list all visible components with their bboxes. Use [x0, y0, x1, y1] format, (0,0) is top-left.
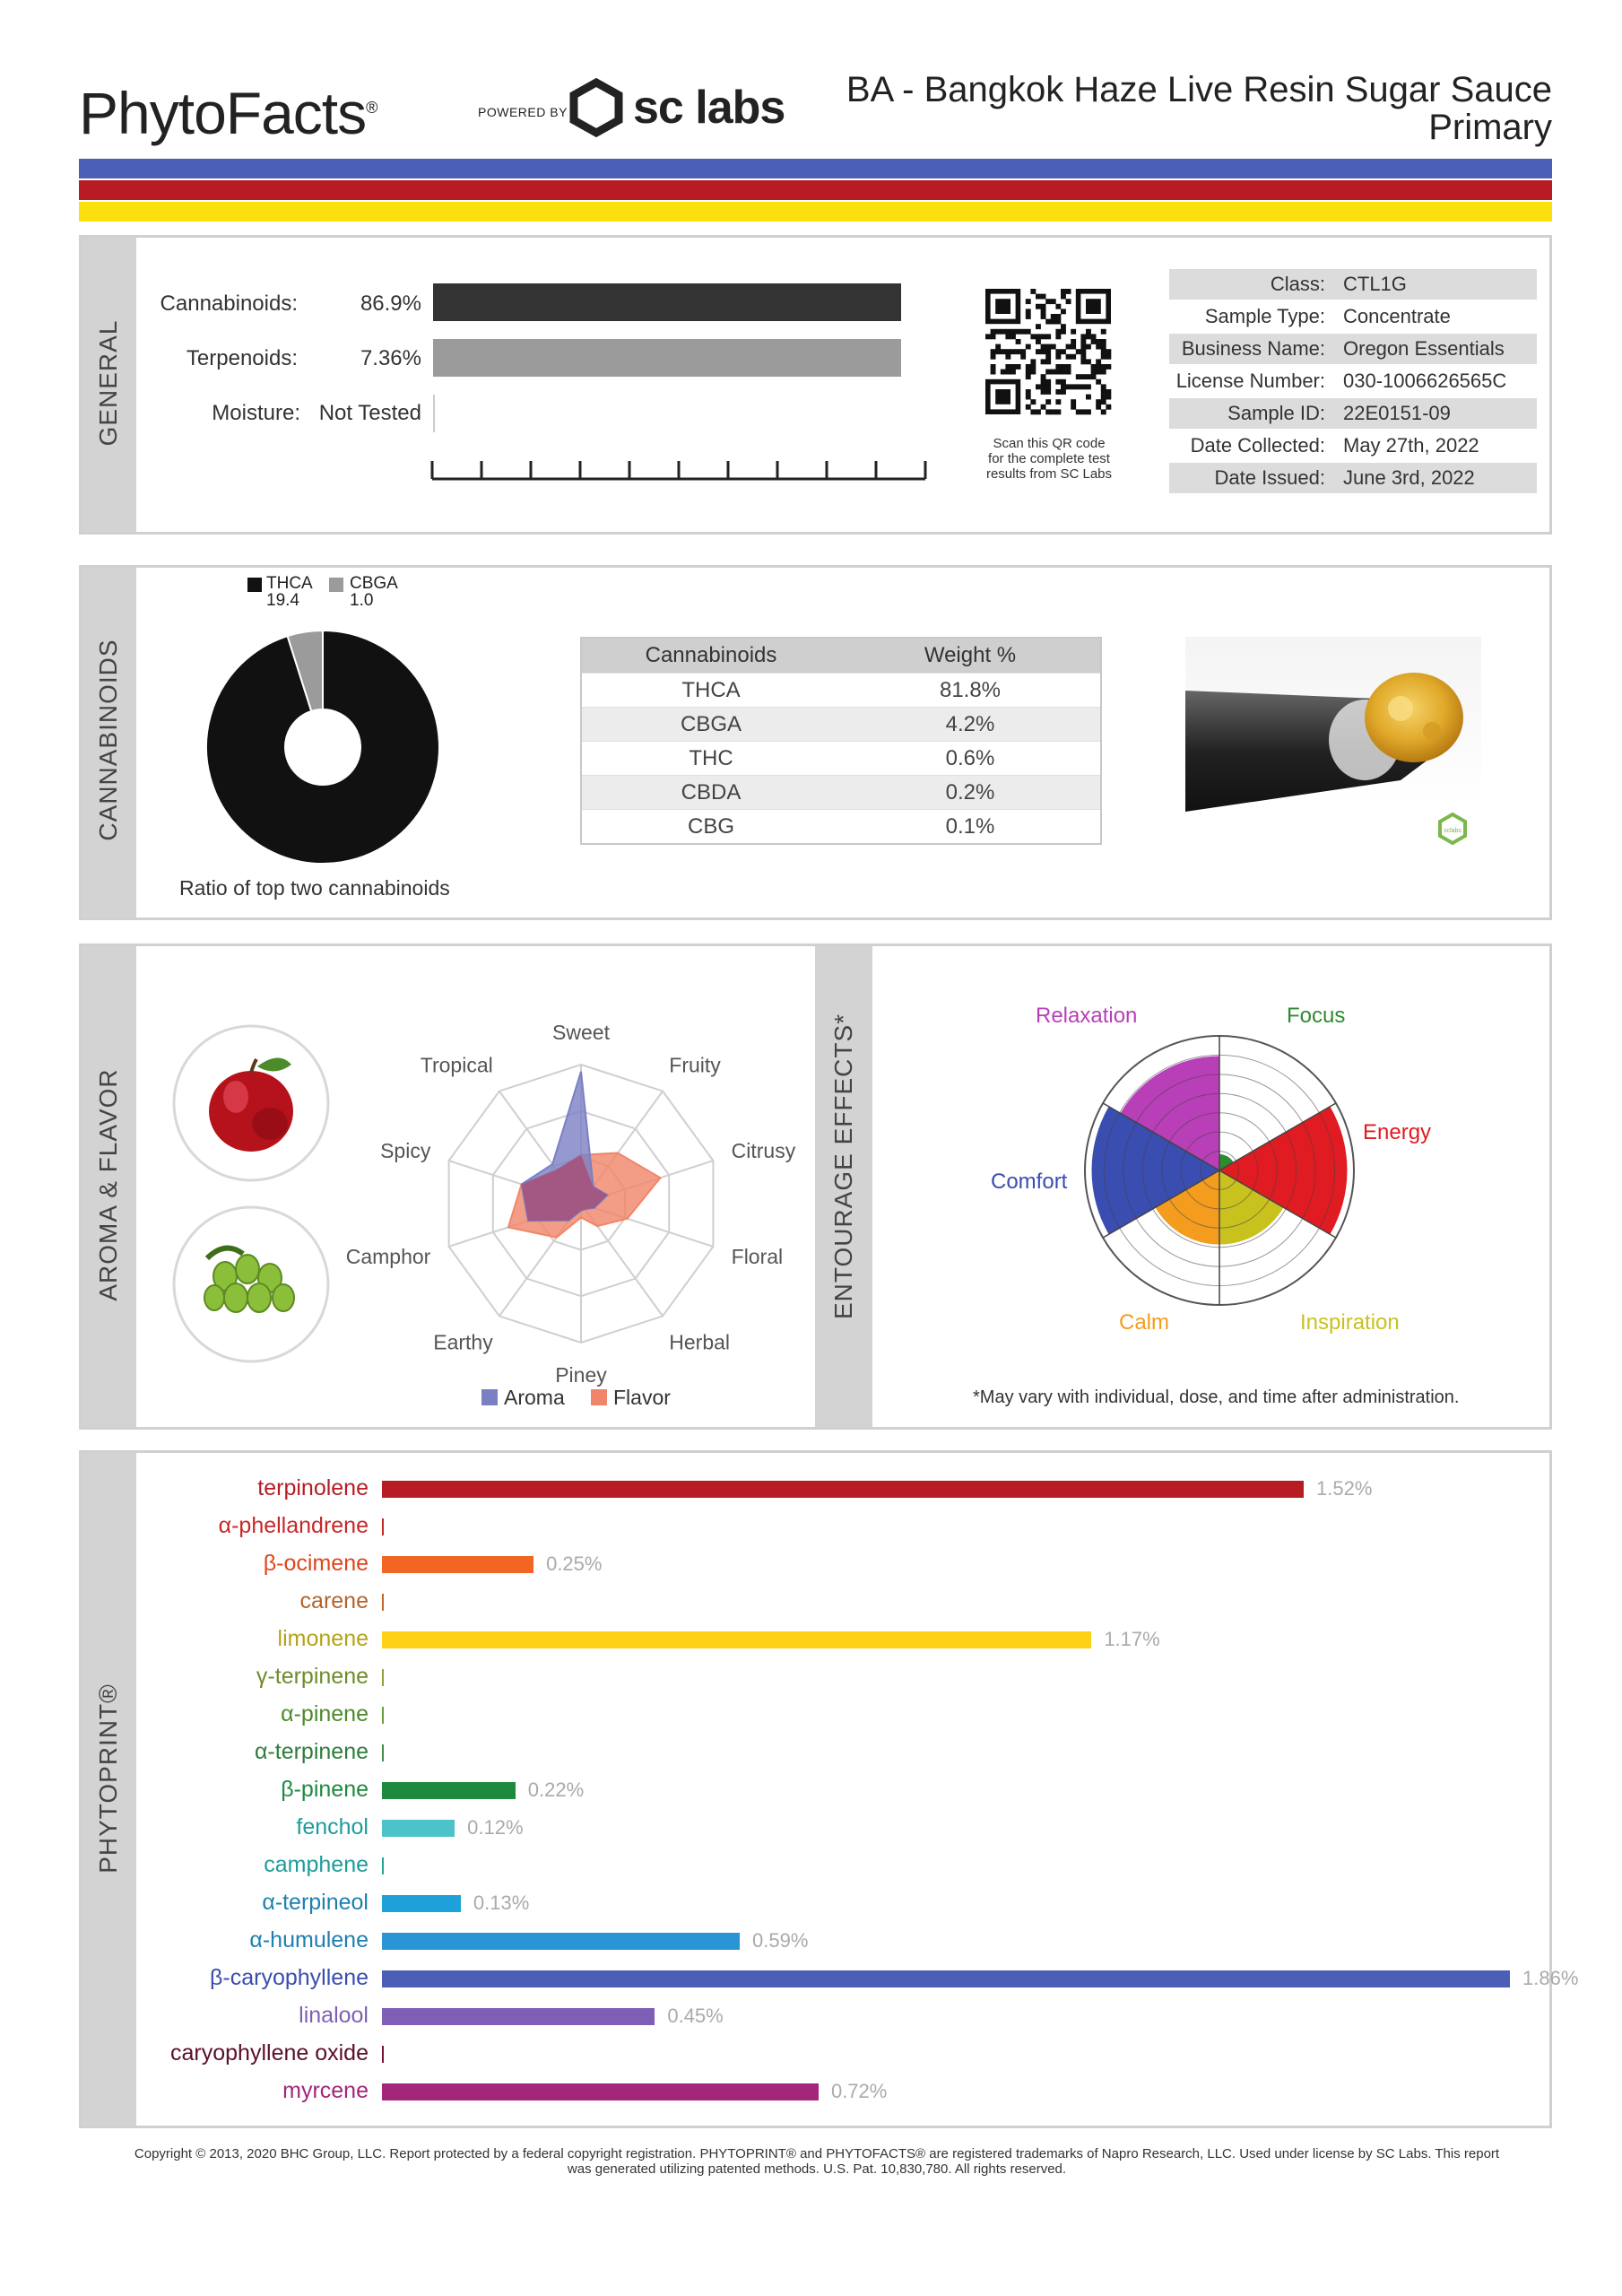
- qr-caption-line: results from SC Labs: [985, 466, 1113, 482]
- entourage-label-bar: [815, 946, 872, 1427]
- info-value: Concentrate: [1343, 305, 1451, 327]
- radar-axis-label: Spicy: [380, 1138, 431, 1162]
- cell-weight: 81.8%: [939, 677, 1002, 702]
- terpene-bar: [382, 1970, 1510, 1987]
- product-subtitle: Primary: [1428, 108, 1552, 147]
- cell-name: THC: [689, 745, 733, 770]
- radar-axis-label: Camphor: [345, 1245, 431, 1269]
- stripe-yellow: [79, 202, 1552, 222]
- info-value: 030-1006626565C: [1343, 370, 1507, 392]
- radar-axis-label: Fruity: [669, 1053, 721, 1077]
- header-weight: Weight %: [924, 643, 1017, 667]
- moisture-bar: [433, 395, 435, 432]
- terpene-bar: [382, 1481, 1304, 1498]
- terpene-bar: [382, 1594, 384, 1611]
- moisture-value: Not Tested: [318, 401, 421, 425]
- legend-swatch-cbga: [329, 578, 343, 592]
- cannabinoid-table: [580, 637, 1102, 845]
- terpenoids-label: Terpenoids:: [186, 346, 298, 370]
- info-row-business-name: [1169, 334, 1537, 364]
- terpene-bar: [382, 2008, 655, 2025]
- cell-name: THCA: [681, 677, 741, 702]
- terpene-value-label: 1.17%: [1104, 1628, 1160, 1650]
- stripe-red: [79, 180, 1552, 200]
- info-key: Class:: [1270, 273, 1325, 295]
- entourage-effects-chart: [959, 997, 1432, 1338]
- stripe-blue: [79, 159, 1552, 178]
- terpene-value-label: 0.22%: [527, 1779, 585, 1801]
- info-key: Date Collected:: [1190, 434, 1325, 457]
- cannabinoids-label: Cannabinoids:: [160, 291, 298, 316]
- effect-label-calm: Calm: [1119, 1310, 1170, 1335]
- table-row: [582, 741, 1100, 775]
- cell-name: CBGA: [680, 711, 742, 736]
- terpene-label: terpinolene: [257, 1475, 369, 1500]
- info-key: Business Name:: [1181, 337, 1325, 360]
- sc-labs-logo: [570, 79, 785, 136]
- apple-image: [171, 1023, 331, 1183]
- qr-caption-line: Scan this QR code: [993, 436, 1106, 451]
- terpene-label: α-terpineol: [262, 1890, 369, 1915]
- terpene-value-label: 1.86%: [1522, 1967, 1579, 1989]
- footer-line: Copyright © 2013, 2020 BHC Group, LLC. Report protected by a federal copyright registration. PHYTOPRINT® and PHYTOFACTS® are registered trademarks of Napro Research, LLC. Used under license by SC Labs. This report: [134, 2146, 1500, 2161]
- terpene-bar: [382, 1744, 384, 1761]
- terpene-label: carene: [299, 1588, 369, 1613]
- legend-aroma: Aroma: [504, 1386, 565, 1409]
- cell-weight: 0.2%: [945, 779, 995, 804]
- scale-ruler: [430, 456, 929, 483]
- terpene-value-label: 0.25%: [546, 1552, 603, 1575]
- info-key: Sample ID:: [1227, 402, 1325, 424]
- powered-by-text: POWERED BY: [478, 105, 568, 119]
- legend-thca: [266, 575, 313, 609]
- cell-name: CBG: [687, 813, 734, 839]
- cell-weight: 4.2%: [945, 711, 995, 736]
- info-value: 22E0151-09: [1343, 402, 1451, 424]
- terpene-label: caryophyllene oxide: [170, 2040, 369, 2066]
- cannabinoids-section-label: CANNABINOIDS: [94, 639, 122, 841]
- legend-flavor: Flavor: [613, 1386, 671, 1409]
- effect-label-inspiration: Inspiration: [1300, 1310, 1400, 1335]
- info-key: Sample Type:: [1204, 305, 1325, 327]
- moisture-label: Moisture:: [212, 401, 300, 425]
- legend-swatch-flavor: [591, 1389, 607, 1405]
- terpene-value-label: 0.12%: [467, 1816, 524, 1839]
- terpenoids-bar: [433, 339, 901, 377]
- phytofacts-logo: PhytoFacts®: [79, 80, 377, 146]
- donut-caption: Ratio of top two cannabinoids: [179, 876, 450, 900]
- terpene-label: α-phellandrene: [218, 1513, 369, 1538]
- general-label-bar: [82, 238, 136, 532]
- terpenoids-value: 7.36%: [360, 346, 421, 370]
- terpene-label: β-pinene: [281, 1777, 369, 1802]
- entourage-section-label: ENTOURAGE EFFECTS*: [829, 1013, 857, 1319]
- effect-label-comfort: Comfort: [991, 1170, 1068, 1194]
- terpene-label: α-pinene: [281, 1701, 369, 1726]
- terpene-value-label: 0.72%: [830, 2080, 888, 2102]
- info-row-date-collected: [1169, 430, 1537, 461]
- product-photo: [1185, 637, 1481, 870]
- table-header: [582, 639, 1100, 673]
- brand-text: PhytoFacts: [79, 80, 367, 146]
- terpene-label: α-humulene: [249, 1927, 369, 1952]
- entourage-footnote: *May vary with individual, dose, and time after administration.: [973, 1387, 1460, 1407]
- legend-value: 19.4: [266, 591, 299, 610]
- terpene-bar: [382, 1556, 533, 1573]
- info-key: License Number:: [1175, 370, 1325, 392]
- legend-name: THCA: [266, 574, 313, 593]
- terpene-value-label: 0.59%: [752, 1929, 809, 1952]
- terpene-label: limonene: [277, 1626, 369, 1651]
- terpene-bar: [382, 1707, 384, 1724]
- radar-axis-label: Sweet: [552, 1021, 610, 1044]
- info-row-sample-type: [1169, 301, 1537, 332]
- terpene-bar: [382, 1933, 740, 1950]
- info-value: June 3rd, 2022: [1343, 466, 1475, 489]
- terpene-label: myrcene: [282, 2078, 369, 2103]
- info-value: Oregon Essentials: [1343, 337, 1505, 360]
- qr-caption: [959, 436, 1139, 482]
- effect-label-energy: Energy: [1363, 1120, 1432, 1144]
- phytoprint-section-label: PHYTOPRINT®: [94, 1683, 122, 1874]
- legend-name: CBGA: [350, 574, 398, 593]
- cannabinoids-bar: [433, 283, 901, 321]
- aroma-section-label: AROMA & FLAVOR: [94, 1068, 122, 1301]
- effect-label-relaxation: Relaxation: [1036, 1004, 1138, 1028]
- phytoprint-label-bar: [82, 1453, 136, 2126]
- radar-axis-label: Tropical: [420, 1053, 493, 1077]
- terpene-bar: [382, 1857, 384, 1874]
- info-row-license-number: [1169, 366, 1537, 396]
- terpene-bar: [382, 1631, 1091, 1648]
- radar-axis-label: Earthy: [433, 1330, 493, 1354]
- info-value: May 27th, 2022: [1343, 434, 1479, 457]
- terpene-bar: [382, 1895, 461, 1912]
- terpene-label: fenchol: [296, 1814, 369, 1839]
- cell-name: CBDA: [681, 779, 742, 804]
- qr-caption-line: for the complete test: [988, 451, 1110, 466]
- terpene-label: β-caryophyllene: [210, 1965, 369, 1990]
- table-row: [582, 673, 1100, 707]
- terpene-bar: [382, 2046, 384, 2063]
- hexagon-icon: [570, 79, 622, 136]
- footer-line: was generated utilizing patented methods. U.S. Pat. 10,830,780. All rights reserved.: [567, 2161, 1067, 2177]
- aroma-flavor-radar-chart: [330, 987, 805, 1387]
- cannabinoids-label-bar: [82, 568, 136, 918]
- legend-cbga: [350, 575, 398, 609]
- table-row: [582, 809, 1100, 843]
- copyright-footer: [86, 2146, 1548, 2177]
- cannabinoid-donut-chart: [202, 626, 444, 868]
- terpene-value-label: 0.45%: [667, 2005, 724, 2027]
- terpene-bar: [382, 1518, 384, 1535]
- terpene-value-label: 1.52%: [1316, 1477, 1373, 1500]
- legend-swatch-thca: [247, 578, 262, 592]
- info-row-sample-id: [1169, 398, 1537, 429]
- info-row-date-issued: [1169, 463, 1537, 493]
- lab-logo-text: sc labs: [633, 82, 785, 134]
- effect-label-focus: Focus: [1287, 1004, 1346, 1028]
- cell-weight: 0.6%: [945, 745, 995, 770]
- header-cannabinoids: Cannabinoids: [645, 643, 777, 667]
- info-row-class: [1169, 269, 1537, 300]
- aroma-label-bar: [82, 946, 136, 1427]
- terpene-bar: [382, 1782, 516, 1799]
- table-row: [582, 707, 1100, 741]
- legend-swatch-aroma: [481, 1389, 498, 1405]
- sclabs-badge-text: sclabs: [1444, 828, 1462, 834]
- legend-value: 1.0: [350, 591, 374, 610]
- terpene-value-label: 0.13%: [473, 1892, 530, 1914]
- table-row: [582, 775, 1100, 809]
- hops-image: [171, 1205, 331, 1364]
- qr-code[interactable]: [985, 289, 1111, 414]
- info-key: Date Issued:: [1214, 466, 1325, 489]
- radar-axis-label: Herbal: [669, 1330, 731, 1354]
- terpene-label: α-terpinene: [254, 1739, 369, 1764]
- terpene-bar: [382, 2083, 819, 2100]
- cell-weight: 0.1%: [945, 813, 995, 839]
- radar-axis-label: Floral: [731, 1245, 784, 1269]
- terpene-label: β-ocimene: [263, 1551, 369, 1576]
- radar-axis-label: Citrusy: [731, 1138, 796, 1162]
- cannabinoids-value: 86.9%: [360, 291, 421, 316]
- terpene-label: camphene: [264, 1852, 369, 1877]
- product-title: BA - Bangkok Haze Live Resin Sugar Sauce: [846, 70, 1552, 109]
- terpene-label: linalool: [299, 2003, 369, 2028]
- general-section-label: GENERAL: [94, 319, 122, 447]
- terpene-label: γ-terpinene: [256, 1664, 369, 1689]
- terpene-bar: [382, 1820, 455, 1837]
- terpene-bar: [382, 1669, 384, 1686]
- radar-axis-label: Piney: [555, 1363, 607, 1387]
- info-value: CTL1G: [1343, 273, 1407, 295]
